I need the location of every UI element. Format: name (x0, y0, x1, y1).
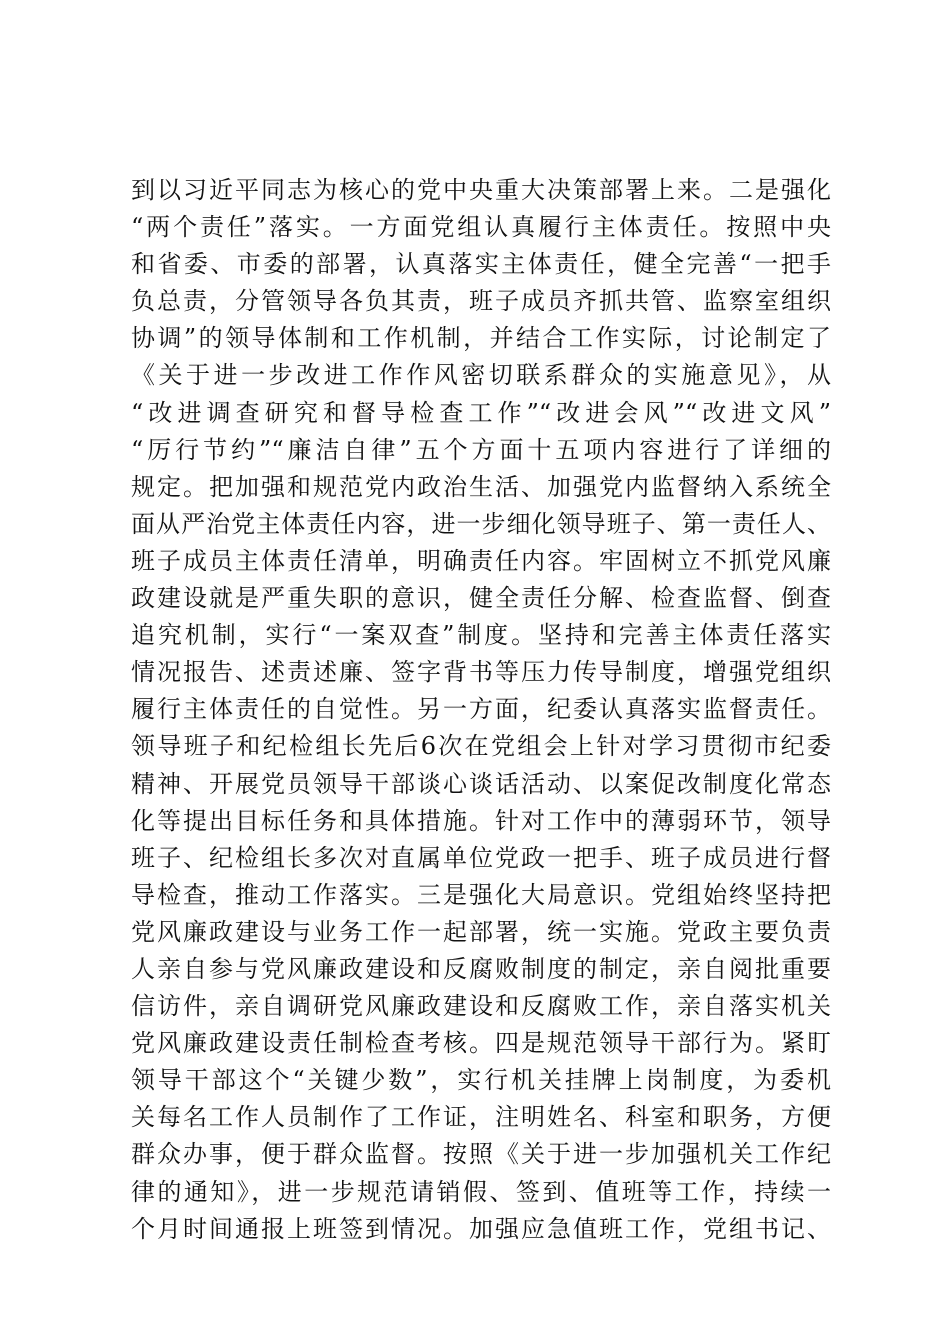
text-line: 律的通知》，进一步规范请销假、签到、值班等工作，持续一 (131, 1177, 831, 1206)
text-line: 关每名工作人员制作了工作证，注明姓名、科室和职务，方便 (131, 1103, 831, 1132)
text-line: 政建设就是严重失职的意识，健全责任分解、检查监督、倒查 (131, 584, 831, 613)
text-line: 化等提出目标任务和具体措施。针对工作中的薄弱环节，领导 (131, 806, 831, 835)
text-line: “改进调查研究和督导检查工作”“改进会风”“改进文风” (131, 398, 831, 427)
text-line: 情况报告、述责述廉、签字背书等压力传导制度，增强党组织 (131, 658, 831, 687)
text-line: 协调”的领导体制和工作机制，并结合工作实际，讨论制定了 (131, 324, 831, 353)
text-line: 面从严治党主体责任内容，进一步细化领导班子、第一责任人、 (131, 509, 831, 538)
text-line: 班子成员主体责任清单，明确责任内容。牢固树立不抓党风廉 (131, 546, 831, 575)
body-paragraph (131, 172, 831, 1248)
text-line: “厉行节约”“廉洁自律”五个方面十五项内容进行了详细的 (131, 435, 831, 464)
text-line: 规定。把加强和规范党内政治生活、加强党内监督纳入系统全 (131, 472, 831, 501)
text-line: 个月时间通报上班签到情况。加强应急值班工作，党组书记、 (131, 1214, 831, 1243)
text-line: 党风廉政建设与业务工作一起部署，统一实施。党政主要负责 (131, 917, 831, 946)
text-line: 群众办事，便于群众监督。按照《关于进一步加强机关工作纪 (131, 1140, 831, 1169)
text-line: 领导班子和纪检组长先后6次在党组会上针对学习贯彻市纪委 (131, 732, 831, 761)
text-line: 班子、纪检组长多次对直属单位党政一把手、班子成员进行督 (131, 843, 831, 872)
text-line: 追究机制，实行“一案双查”制度。坚持和完善主体责任落实 (131, 621, 831, 650)
text-line: “两个责任”落实。一方面党组认真履行主体责任。按照中央 (131, 213, 831, 242)
text-line: 履行主体责任的自觉性。另一方面，纪委认真落实监督责任。 (131, 695, 831, 724)
text-line: 到以习近平同志为核心的党中央重大决策部署上来。二是强化 (131, 176, 831, 204)
text-line: 导检查，推动工作落实。三是强化大局意识。党组始终坚持把 (131, 880, 831, 909)
text-line: 负总责，分管领导各负其责，班子成员齐抓共管、监察室组织 (131, 287, 831, 316)
text-line: 人亲自参与党风廉政建设和反腐败制度的制定，亲自阅批重要 (131, 954, 831, 983)
text-line: 信访件，亲自调研党风廉政建设和反腐败工作，亲自落实机关 (131, 992, 831, 1021)
text-line: 党风廉政建设责任制检查考核。四是规范领导干部行为。紧盯 (131, 1029, 831, 1058)
text-line: 领导干部这个“关键少数”，实行机关挂牌上岗制度，为委机 (131, 1066, 831, 1095)
text-line: 《关于进一步改进工作作风密切联系群众的实施意见》，从 (131, 361, 831, 390)
text-line: 精神、开展党员领导干部谈心谈话活动、以案促改制度化常态 (131, 769, 831, 798)
text-line: 和省委、市委的部署，认真落实主体责任，健全完善“一把手 (131, 250, 831, 279)
